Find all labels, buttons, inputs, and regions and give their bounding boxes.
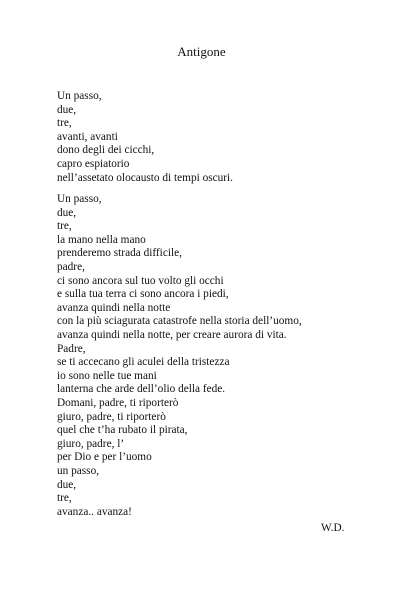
poem-line: tre, xyxy=(57,117,72,130)
poem-line: quel che t’ha rubato il pirata, xyxy=(57,424,188,437)
poem-line: Un passo, xyxy=(57,90,102,102)
author-signature: W.D. xyxy=(321,522,345,534)
poem-line: giuro, padre, l’ xyxy=(57,437,125,450)
poem-line: Padre, xyxy=(57,342,86,355)
poem-line: padre, xyxy=(57,260,85,273)
poem-title: Antigone xyxy=(177,44,226,59)
poem-line: tre, xyxy=(57,220,72,233)
poem-line: la mano nella mano xyxy=(57,233,146,246)
poem-line: due, xyxy=(57,103,77,116)
poem-line: lanterna che arde dell’olio della fede. xyxy=(57,383,226,396)
poem-line: se ti accecano gli aculei della tristezza xyxy=(57,356,230,369)
stanza-2 xyxy=(57,193,397,397)
poem-line: ci sono ancora sul tuo volto gli occhi xyxy=(57,274,224,287)
stanza-3 xyxy=(57,397,397,519)
poem-line: io sono nelle tue mani xyxy=(57,369,157,382)
poem-line: e sulla tua terra ci sono ancora i piedi, xyxy=(57,288,229,301)
poem-line: Domani, padre, ti riporterò xyxy=(57,397,179,409)
poem-line: avanza quindi nella notte xyxy=(57,301,171,314)
stanza-1 xyxy=(57,90,397,185)
poem-line: due, xyxy=(57,206,77,219)
poem-line: avanza quindi nella notte, per creare aurora di vita. xyxy=(57,328,287,341)
poem-line: Un passo, xyxy=(57,193,102,205)
poem-line: con la più sciagurata catastrofe nella storia dell’uomo, xyxy=(57,315,302,328)
poem-line: avanza.. avanza! xyxy=(57,505,132,518)
poem-line: tre, xyxy=(57,492,72,505)
poem-line: avanti, avanti xyxy=(57,130,118,143)
poem-line: due, xyxy=(57,478,77,491)
poem-line: capro espiatorio xyxy=(57,157,130,170)
poem-line: dono degli dei cicchi, xyxy=(57,144,155,157)
poem-line: prenderemo strada difficile, xyxy=(57,247,182,260)
poem-line: nell’assetato olocausto di tempi oscuri. xyxy=(57,171,234,184)
poem-line: un passo, xyxy=(57,464,100,477)
poem-line: giuro, padre, ti riporterò xyxy=(57,410,166,423)
poem-line: per Dio e per l’uomo xyxy=(57,451,152,464)
